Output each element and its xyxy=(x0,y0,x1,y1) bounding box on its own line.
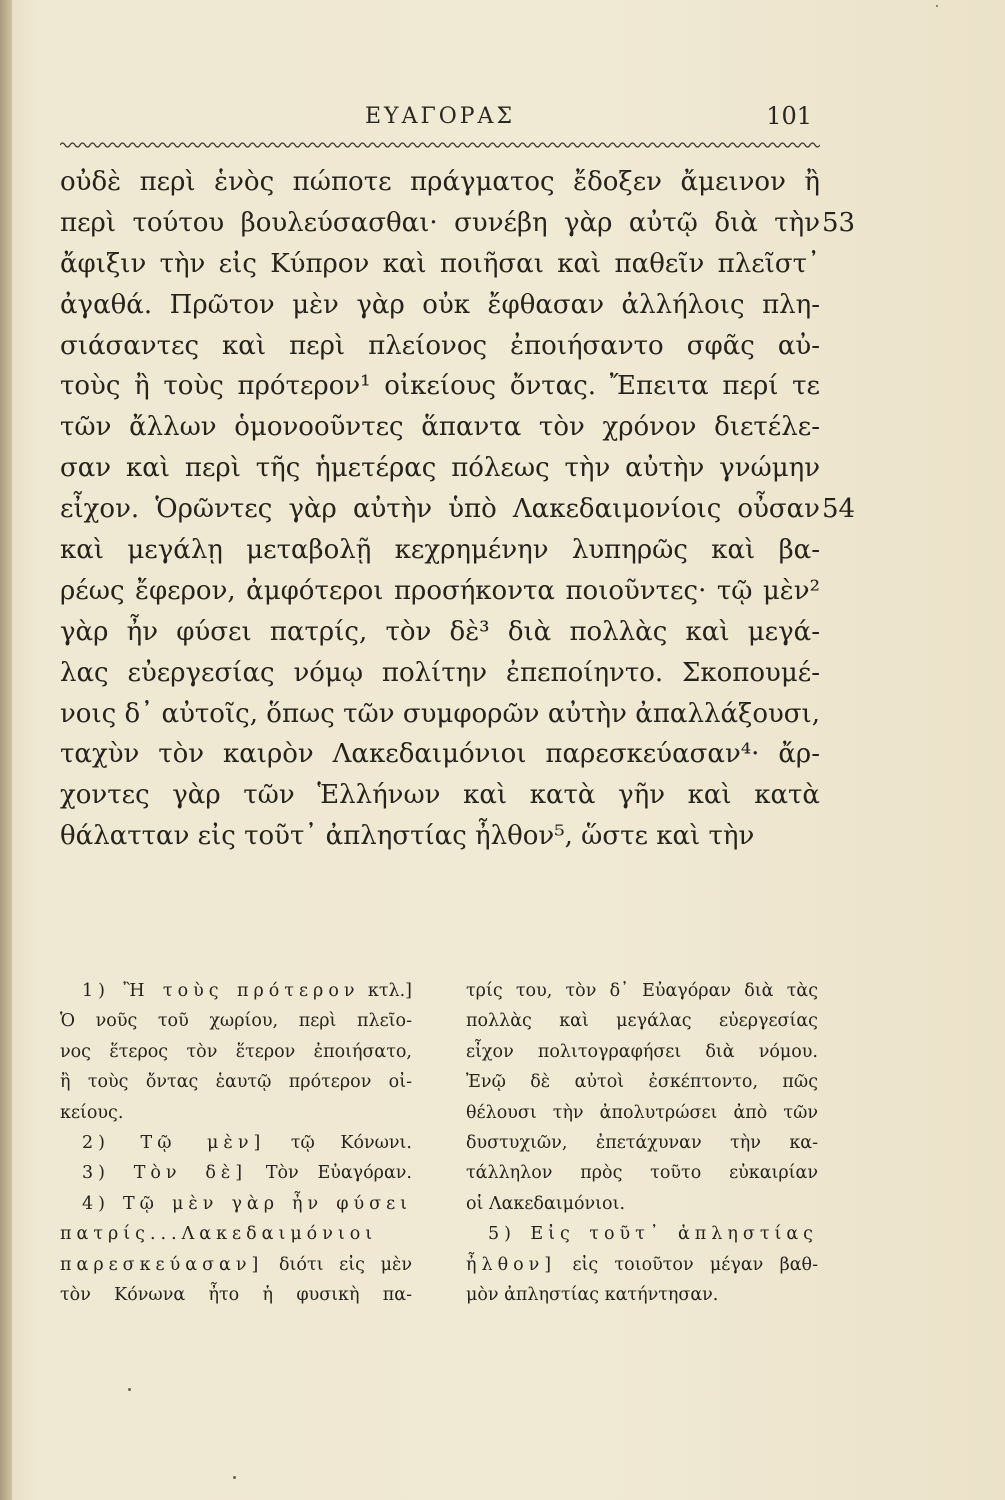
text-line: ἄφιξιν τὴν εἰς Κύπρον καὶ ποιῆσαι καὶ παθεῖν πλεῖστ᾽ xyxy=(60,248,820,279)
text-line-content: περὶ τούτου βουλεύσασθαι· συνέβη γὰρ αὐτῷ διὰ τὴν xyxy=(60,207,820,238)
footnote-line xyxy=(466,1250,818,1280)
text-line: τοὺς ἢ τοὺς πρότερον¹ οἰκείους ὄντας. Ἔπειτα περί τε xyxy=(60,371,820,402)
page-header xyxy=(60,98,820,138)
footnote-line: εἶχον πολιτογραφήσει διὰ νόμου. xyxy=(466,1041,818,1062)
text-line: νοις δ᾽ αὐτοῖς, ὅπως τῶν συμφορῶν αὐτὴν ἀπαλλάξουσι, xyxy=(60,698,820,729)
text-line: τῶν ἄλλων ὁμονοοῦντες ἅπαντα τὸν χρόνον διετέλε- xyxy=(60,412,820,443)
text-line: χοντες γὰρ τῶν Ἑλλήνων καὶ κατὰ γῆν καὶ κατὰ xyxy=(60,780,820,811)
footnote-text: διότι εἰς μὲν xyxy=(279,1254,412,1275)
footnote-line: νος ἕτερος τὸν ἕτερον ἐποιήσατο, xyxy=(60,1041,412,1062)
footnote-lemma: 3) Τὸν δὲ] xyxy=(82,1163,248,1184)
text-line: σιάσαντες καὶ περὶ πλείονος ἐποιήσαντο σφᾶς αὐ- xyxy=(60,330,820,361)
footnote-line: πολλὰς καὶ μεγάλας εὐεργεσίας xyxy=(466,1011,818,1032)
paper-speck xyxy=(936,5,938,7)
footnote-lemma: πατρίς...Λακεδαιμόνιοι xyxy=(60,1224,378,1245)
footnote-line: τάλληλον πρὸς τοῦτο εὐκαιρίαν xyxy=(466,1163,818,1184)
text-line: καὶ μεγάλῃ μεταβολῇ κεχρημένην λυπηρῶς καὶ βα- xyxy=(60,535,820,566)
paper-speck xyxy=(128,1388,131,1391)
footnote-lemma: 5) Εἰς τοῦτ᾽ ἀπληστίας xyxy=(488,1224,818,1245)
footnote-line xyxy=(60,1158,412,1188)
text-line xyxy=(60,203,856,244)
running-title: ΕΥΑΓΟΡΑΣ xyxy=(364,104,516,129)
footnote-line xyxy=(60,1219,412,1249)
section-number: 53 xyxy=(822,207,856,238)
footnote-line: Ὁ νοῦς τοῦ χωρίου, περὶ πλεῖο- xyxy=(60,1011,412,1032)
footnote-line xyxy=(60,1250,412,1280)
text-line xyxy=(60,489,856,530)
footnote-line xyxy=(60,1128,412,1158)
text-line-content: εἶχον. Ὁρῶντες γὰρ αὐτὴν ὑπὸ Λακεδαιμονίοις οὖσαν xyxy=(60,494,820,525)
footnote-line: ἢ τοὺς ὄντας ἑαυτῷ πρότερον οἰ- xyxy=(60,1072,412,1093)
footnote-line: κείους. xyxy=(60,1102,124,1123)
footnote-lemma: ἦλθον] xyxy=(466,1254,557,1275)
footnote-line xyxy=(60,1189,412,1219)
footnote-text: τῷ Κόνωνι. xyxy=(290,1132,412,1153)
text-line: θάλατταν εἰς τοῦτ᾽ ἀπληστίας ἦλθον⁵, ὥστε καὶ τὴν xyxy=(60,821,755,852)
footnote-text: εἰς τοιοῦτον μέγαν βαθ- xyxy=(572,1254,818,1275)
footnote-line: Ἐνῷ δὲ αὐτοὶ ἐσκέπτοντο, πῶς xyxy=(466,1072,818,1093)
wavy-header-rule xyxy=(60,140,820,150)
text-line: ταχὺν τὸν καιρὸν Λακεδαιμόνιοι παρεσκεύασαν⁴· ἄρ- xyxy=(60,739,820,770)
text-line: λας εὐεργεσίας νόμῳ πολίτην ἐπεποίηντο. Σκοπουμέ- xyxy=(60,657,820,688)
footnote-line: δυστυχιῶν, ἐπετάχυναν τὴν κα- xyxy=(466,1132,818,1153)
footnote-lemma: 4) Τῷ μὲν γὰρ ἦν φύσει xyxy=(82,1193,412,1214)
text-line: σαν καὶ περὶ τῆς ἡμετέρας πόλεως τὴν αὐτὴν γνώμην xyxy=(60,453,820,484)
section-number: 54 xyxy=(822,494,856,525)
footnote-text: Τὸν Εὐαγόραν. xyxy=(265,1163,412,1184)
footnote-lemma: 2) Τῷ μὲν] xyxy=(82,1132,266,1153)
page-binding-edge xyxy=(0,0,12,1500)
text-line: γὰρ ἦν φύσει πατρίς, τὸν δὲ³ διὰ πολλὰς καὶ μεγά- xyxy=(60,616,820,647)
footnote-line: τὸν Κόνωνα ἦτο ἡ φυσικὴ πα- xyxy=(60,1284,412,1305)
footnotes-right-column xyxy=(466,976,818,1310)
footnote-lemma: 1) Ἢ τοὺς πρότερον xyxy=(82,981,360,1001)
text-line: οὐδὲ περὶ ἑνὸς πώποτε πράγματος ἔδοξεν ἄμεινον ἢ xyxy=(60,167,820,197)
footnote-line: τρίς του, τὸν δ᾽ Εὐαγόραν διὰ τὰς xyxy=(466,981,818,1001)
text-line: ἀγαθά. Πρῶτον μὲν γὰρ οὐκ ἔφθασαν ἀλλήλοις πλη- xyxy=(60,289,820,320)
footnote-line: θέλουσι τὴν ἀπολυτρώσει ἀπὸ τῶν xyxy=(466,1102,818,1123)
footnote-text: κτλ.] xyxy=(367,981,412,1001)
footnote-line xyxy=(466,1219,818,1249)
paper-speck xyxy=(233,1476,236,1479)
footnote-line: οἱ Λακεδαιμόνιοι. xyxy=(466,1193,626,1214)
footnote-line: μὸν ἀπληστίας κατήντησαν. xyxy=(466,1284,719,1305)
footnotes-left-column xyxy=(60,976,412,1310)
footnote-line xyxy=(60,976,412,1006)
text-line: ρέως ἔφερον, ἀμφότεροι προσήκοντα ποιοῦντες· τῷ μὲν² xyxy=(60,575,820,606)
main-text xyxy=(60,162,856,857)
page-number: 101 xyxy=(766,102,812,130)
footnote-lemma: παρεσκεύασαν] xyxy=(60,1254,264,1275)
